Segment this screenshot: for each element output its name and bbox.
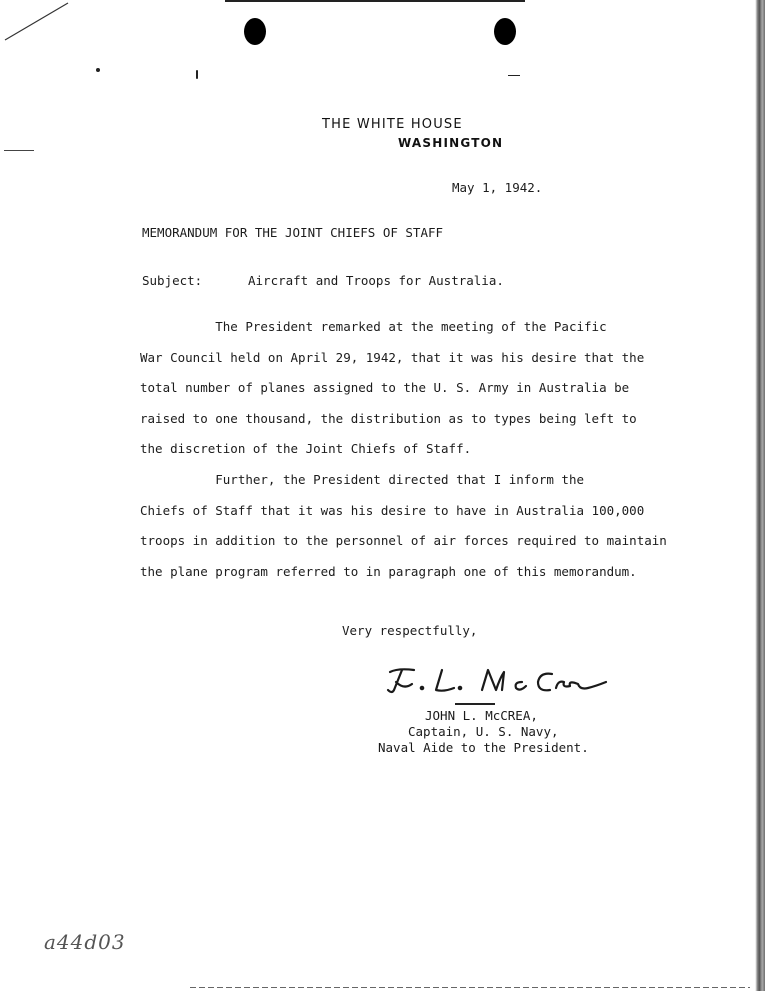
paragraph-line: total number of planes assigned to the U. S. Army in Australia be: [140, 380, 630, 396]
paragraph-line: The President remarked at the meeting of the Pacific: [140, 319, 607, 334]
subject-text: Aircraft and Troops for Australia.: [248, 273, 504, 288]
letterhead-title: THE WHITE HOUSE: [322, 117, 463, 132]
paragraph-line: the plane program referred to in paragraph one of this memorandum.: [140, 563, 637, 579]
scan-right-edge: [751, 0, 765, 991]
memo-heading: MEMORANDUM FOR THE JOINT CHIEFS OF STAFF: [142, 225, 444, 240]
punch-hole-right: [494, 18, 516, 45]
paragraph-1: [140, 312, 680, 465]
signature-underline: [455, 703, 495, 705]
signature-icon: [384, 660, 614, 700]
scan-speck-3: [508, 75, 520, 76]
punch-hole-left: [244, 18, 266, 45]
signatory-name: JOHN L. McCREA,: [425, 708, 538, 723]
archive-stamp: a44d03: [44, 930, 126, 954]
scan-top-rule: [225, 0, 525, 2]
paragraph-line: Chiefs of Staff that it was his desire to have in Australia 100,000: [140, 502, 645, 518]
paragraph-line: troops in addition to the personnel of air forces required to maintain: [140, 533, 667, 549]
scan-speck-1: [96, 68, 100, 72]
paragraph-line: Further, the President directed that I inform the: [140, 472, 585, 487]
paragraph-line: raised to one thousand, the distribution as to types being left to: [140, 410, 637, 426]
subject-label: Subject:: [142, 273, 203, 288]
scan-speck-2: [196, 70, 198, 79]
closing-salutation: Very respectfully,: [342, 623, 478, 638]
paragraph-2: [140, 465, 680, 587]
scan-corner-line: [0, 0, 80, 50]
letterhead-location: WASHINGTON: [398, 136, 504, 150]
paragraph-line: War Council held on April 29, 1942, that it was his desire that the: [140, 349, 645, 365]
scan-left-mark: [4, 150, 34, 151]
scan-bottom-rule: [190, 987, 750, 988]
paragraph-line: the discretion of the Joint Chiefs of Staff.: [140, 441, 472, 457]
signatory-title: Naval Aide to the President.: [378, 740, 589, 755]
memo-date: May 1, 1942.: [452, 180, 543, 195]
signatory-rank: Captain, U. S. Navy,: [408, 724, 559, 739]
